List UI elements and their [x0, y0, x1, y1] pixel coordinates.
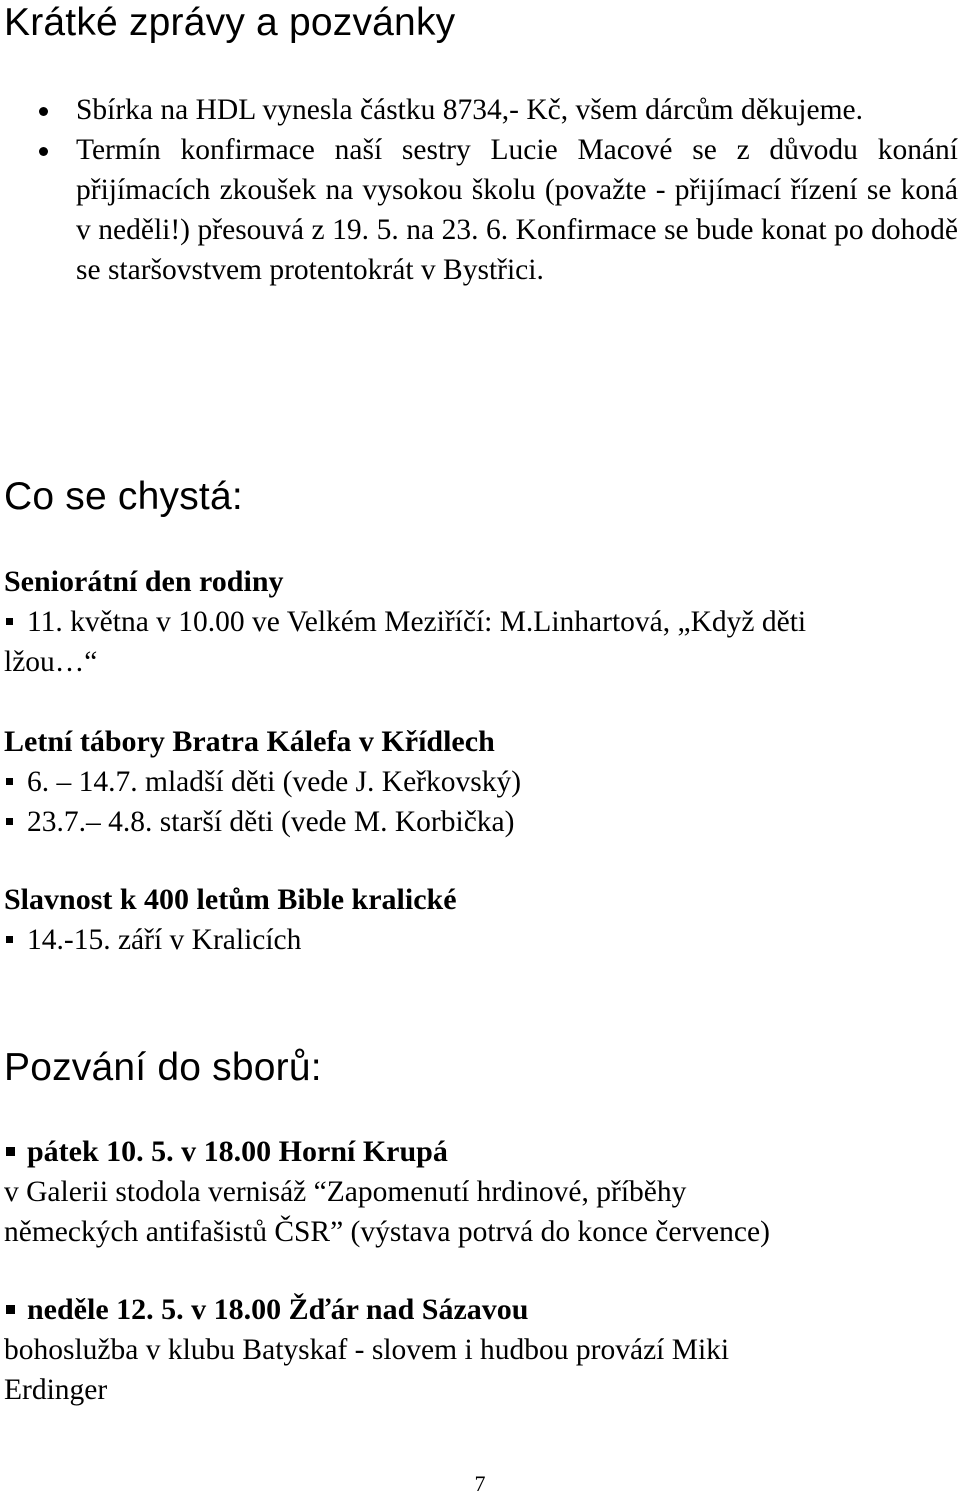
event-line: 14.-15. září v Kralicích — [4, 920, 301, 960]
square-bullet-icon — [6, 818, 13, 825]
upcoming-section-title: Co se chystá: — [4, 475, 243, 518]
news-item — [0, 130, 958, 290]
news-item-text: Sbírka na HDL vynesla částku 8734,- Kč, všem dárcům děkujeme. — [76, 94, 863, 126]
news-list — [0, 90, 960, 290]
event-heading: Letní tábory Bratra Kálefa v Křídlech — [4, 725, 495, 758]
event-line-continued: lžou…“ — [4, 646, 98, 678]
news-item-text: Termín konfirmace naší sestry Lucie Macové se z důvodu konání přijímacích zkoušek na vysokou školu (považte - přijímací řízení se koná v neděli!) přesouvá z 19. 5. na 23. 6. Konfirmace se bude konat po dohodě se staršovstvem protentokrát v Bystřici. — [76, 134, 958, 286]
invitations-section-title: Pozvání do sborů: — [4, 1046, 322, 1089]
news-item — [0, 90, 958, 130]
event-line: 23.7.– 4.8. starší děti (vede M. Korbička) — [4, 802, 514, 842]
square-bullet-icon — [6, 936, 13, 943]
event-line: 6. – 14.7. mladší děti (vede J. Keřkovský) — [4, 762, 521, 802]
invitation-text: bohoslužba v klubu Batyskaf - slovem i hudbou provází Miki — [4, 1334, 730, 1366]
invitation-text: německých antifašistů ČSR” (výstava potrvá do konce července) — [4, 1216, 770, 1248]
square-bullet-icon — [6, 1305, 15, 1314]
invitation-heading: neděle 12. 5. v 18.00 Žďár nad Sázavou — [4, 1290, 529, 1330]
page-number: 7 — [474, 1471, 486, 1496]
invitation-heading: pátek 10. 5. v 18.00 Horní Krupá — [4, 1132, 448, 1172]
news-section-title: Krátké zprávy a pozvánky — [4, 1, 456, 44]
square-bullet-icon — [6, 778, 13, 785]
invitation-text: Erdinger — [4, 1374, 108, 1406]
event-line: 11. května v 10.00 ve Velkém Meziříčí: M.Linhartová, „Když děti — [4, 602, 806, 642]
event-heading: Seniorátní den rodiny — [4, 565, 284, 598]
bullet-icon — [39, 107, 48, 116]
event-heading: Slavnost k 400 letům Bible kralické — [4, 883, 457, 916]
bullet-icon — [39, 147, 48, 156]
square-bullet-icon — [6, 618, 13, 625]
square-bullet-icon — [6, 1147, 15, 1156]
invitation-text: v Galerii stodola vernisáž “Zapomenutí hrdinové, příběhy — [4, 1176, 687, 1208]
